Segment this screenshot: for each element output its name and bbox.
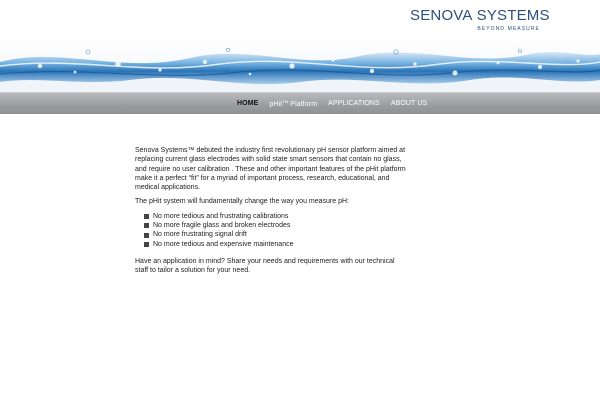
list-item-text: No more tedious and frustrating calibrations — [153, 212, 289, 220]
logo-tagline: BEYOND MEASURE — [477, 26, 540, 32]
nav-phit-tm: TM — [282, 99, 289, 104]
main-content — [135, 146, 407, 281]
list-item — [144, 240, 407, 249]
nav-phit-platform[interactable] — [269, 99, 317, 108]
list-item — [144, 212, 407, 221]
square-bullet-icon — [144, 214, 149, 219]
intro-paragraph: Senova Systems™ debuted the industry first revolutionary pH sensor platform aimed at replacing current glass electrodes with solid state smart sensors that contain no glass, and require no user calibration . These and other important features of the pHit platform make it a perfect “fit” for a myriad of important process, research, educational, and medical applications. — [135, 147, 406, 192]
benefits-list — [135, 212, 407, 249]
main-nav — [237, 93, 438, 114]
nav-applications[interactable]: APPLICATIONS — [328, 100, 380, 107]
nav-home[interactable]: HOME — [237, 100, 259, 107]
list-item-text: No more fragile glass and broken electrodes — [153, 222, 291, 230]
logo-word-systems: SYSTEMS — [476, 7, 550, 24]
closing-paragraph: Have an application in mind? Share your needs and requirements with our technical staff to tailor a solution for your need. — [135, 257, 395, 275]
lead-paragraph: The pHit system will fundamentally change the way you measure pH: — [135, 198, 349, 206]
list-item — [144, 230, 407, 239]
square-bullet-icon — [144, 223, 149, 228]
nav-about-us[interactable]: ABOUT US — [390, 100, 428, 107]
list-item-text: No more frustrating signal drift — [153, 231, 247, 239]
square-bullet-icon — [144, 233, 149, 238]
square-bullet-icon — [144, 242, 149, 247]
nav-bar — [0, 92, 600, 114]
water-banner-image — [0, 36, 600, 92]
list-item-text: No more tedious and expensive maintenance — [153, 240, 294, 248]
list-item — [144, 221, 407, 230]
senova-logo[interactable] — [410, 7, 550, 33]
nav-phit-label: pHit — [269, 101, 283, 108]
nav-phit-suffix: Platform — [288, 101, 318, 108]
logo-word-senova: SENOVA — [410, 7, 473, 24]
